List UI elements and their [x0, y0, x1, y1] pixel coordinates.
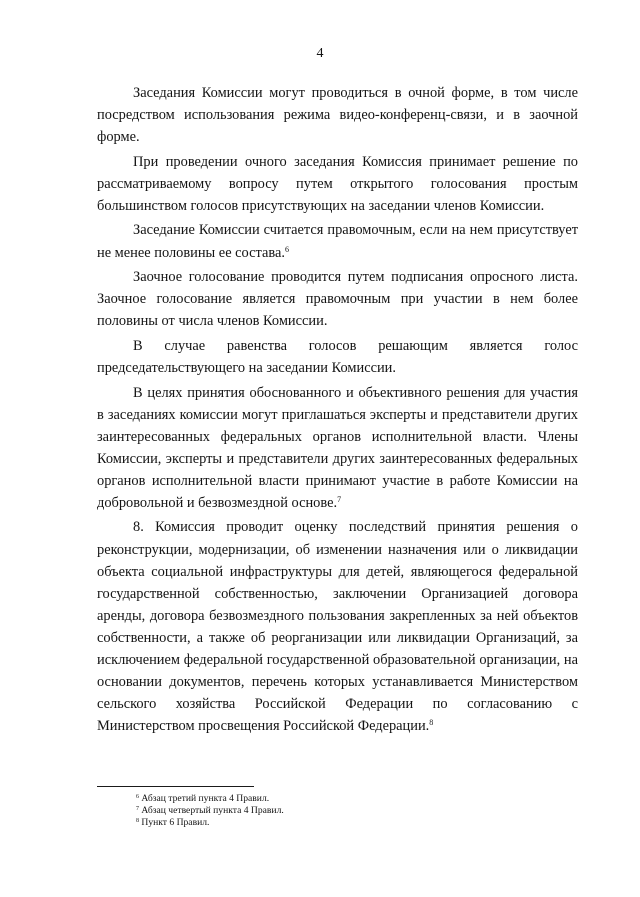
document-body	[97, 82, 578, 740]
paragraph	[97, 219, 578, 263]
footnote-ref: 7	[337, 494, 342, 504]
footnote-separator	[97, 786, 254, 787]
footnote	[136, 817, 536, 829]
paragraph-text: В случае равенства голосов решающим является голос председательствующего на заседании Комиссии.	[97, 337, 578, 376]
paragraph	[97, 382, 578, 514]
footnote-number: 8	[136, 818, 139, 825]
page-number: 4	[316, 46, 324, 61]
footnote-number: 6	[136, 794, 139, 800]
paragraph	[97, 266, 578, 332]
footnote-ref: 8	[429, 717, 434, 727]
paragraph-text: В целях принятия обоснованного и объективного решения для участия в заседаниях комиссии могут приглашаться эксперты и представители других заинтересованных федеральных органов исполнительной власти. Члены Комиссии, эксперты и представители других заинтересованных федеральных органов исполнительной власти принимают участие в работе Комиссии на добровольной и безвозмездной основе.	[97, 384, 578, 511]
paragraph	[97, 335, 578, 379]
footnote-ref: 6	[284, 244, 289, 254]
paragraph	[97, 516, 578, 736]
paragraph	[97, 82, 578, 148]
paragraph	[97, 151, 578, 217]
paragraph-text: 8. Комиссия проводит оценку последствий принятия решения о реконструкции, модернизации, об изменении назначения или о ликвидации объекта социальной инфраструктуры для детей, являющегося федеральной государственной собственностью, заключении Организацией договора аренды, договора безвозмездного пользования закрепленных за ней объектов собственности, а также об реорганизации или ликвидации Организаций, за исключением федеральной государственной образовательной организации, на основании документов, перечень которых устанавливается Министерством сельского хозяйства Российской Федерации по согласованию с Министерством просвещения Российской Федерации.	[97, 519, 578, 734]
footnote-text: Пункт 6 Правил.	[141, 817, 210, 829]
paragraph-text: Заочное голосование проводится путем подписания опросного листа. Заочное голосование является правомочным при участии в нем более половины от числа членов Комиссии.	[97, 269, 578, 330]
paragraph-text: При проведении очного заседания Комиссия принимает решение по рассматриваемому вопросу путем открытого голосования простым большинством голосов присутствующих на заседании членов Комиссии.	[97, 153, 578, 214]
paragraph-text: Заседания Комиссии могут проводиться в очной форме, в том числе посредством использования режима видео-конференц-связи, и в заочной форме.	[97, 85, 578, 146]
footnote-text: Абзац третий пункта 4 Правил.	[141, 793, 270, 804]
footnote	[136, 793, 536, 805]
paragraph-text: Заседание Комиссии считается правомочным, если на нем присутствует не менее половины ее состава.	[97, 222, 578, 261]
footnote-number: 7	[136, 806, 139, 813]
footnote	[136, 805, 536, 817]
footnote-text: Абзац четвертый пункта 4 Правил.	[141, 805, 284, 817]
footnotes	[136, 793, 536, 830]
